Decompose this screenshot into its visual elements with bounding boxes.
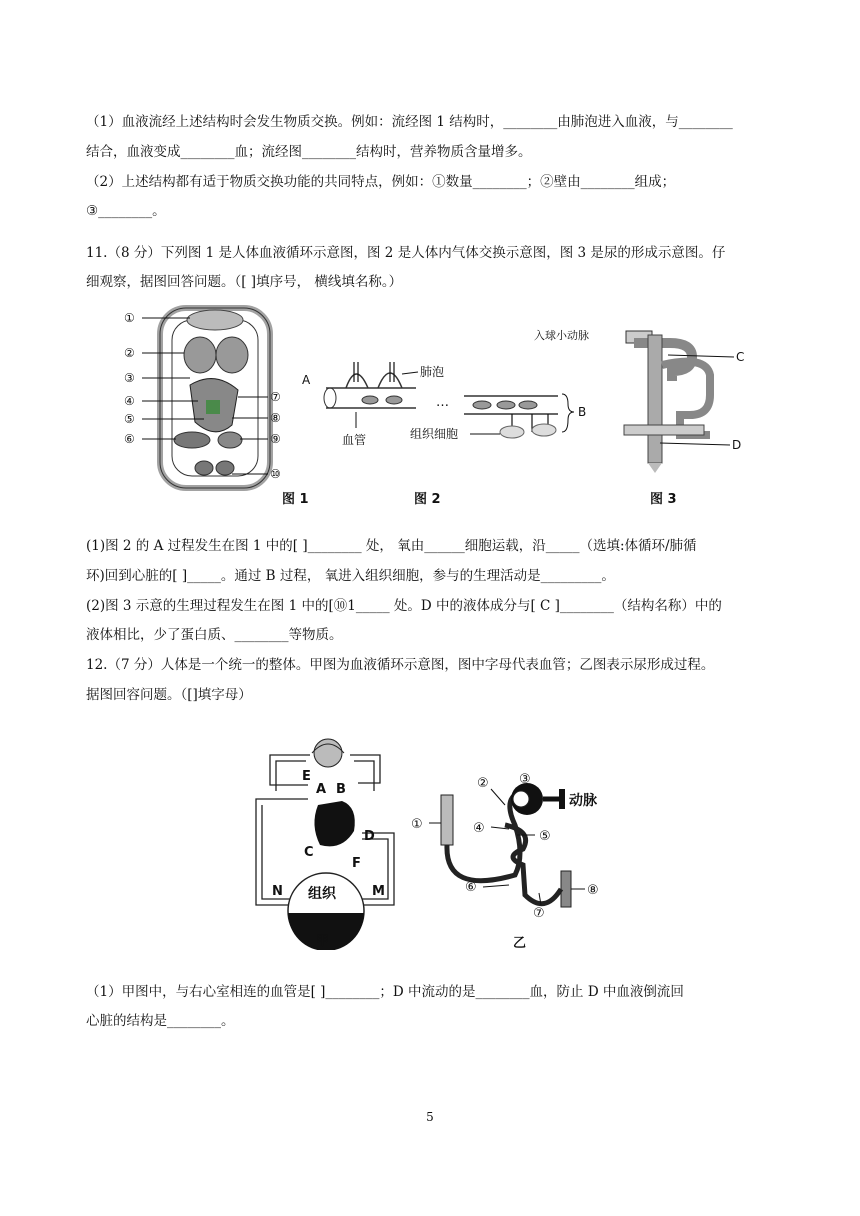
jia-letter-f: F — [352, 856, 361, 871]
fig2-vessel: 血管 — [342, 433, 367, 447]
yi-num-4: ④ — [473, 821, 485, 836]
jia-letter-d: D — [364, 829, 375, 844]
jia-letter-e: E — [302, 769, 311, 784]
q12-stem-line1: 12.（7 分）人体是一个统一的整体。甲图为血液循环示意图，图中字母代表血管；乙图表示尿形成过程。 — [86, 657, 715, 673]
fig1-label-7: ⑦ — [270, 390, 281, 404]
figure-jia-circulation — [250, 735, 400, 950]
fig3-label-d: D — [732, 438, 742, 452]
jia-tissue: 组织 — [308, 886, 336, 902]
q11-sub1-line1: (1)图 2 的 A 过程发生在图 1 中的[ ]________ 处， 氧由______细胞运载，沿_____（选填:体循环/肺循 — [86, 538, 697, 554]
q10-sub1-line2: 结合，血液变成________血；流经图________结构时，营养物质含量增多。 — [86, 144, 532, 160]
fig1-label-3: ③ — [124, 371, 135, 385]
yi-num-3: ③ — [519, 772, 531, 787]
fig2-tissue-cell: 组织细胞 — [410, 427, 459, 441]
fig1-label-5: ⑤ — [124, 412, 135, 426]
fig1-label-6: ⑥ — [124, 432, 135, 446]
jia-letter-a: A — [316, 782, 327, 797]
jia-letter-b: B — [336, 782, 346, 797]
fig1-caption: 图 1 — [282, 492, 309, 507]
jia-letter-n: N — [272, 884, 283, 899]
q11-stem-line1: 11.（8 分）下列图 1 是人体血液循环示意图，图 2 是人体内气体交换示意图，图 3 是尿的形成示意图。仔 — [86, 245, 726, 261]
jia-caption: 甲 — [316, 934, 330, 949]
fig2-label-a: A — [302, 373, 311, 387]
q11-sub2-line1: (2)图 3 示意的生理过程发生在图 1 中的[⑩1_____ 处。D 中的液体成分与[ C ]________（结构名称）中的 — [86, 598, 722, 614]
yi-artery: 动脉 — [569, 793, 597, 809]
fig2-ellipsis: … — [436, 395, 449, 410]
fig2-alveolus: 肺泡 — [420, 365, 445, 379]
fig1-label-10: ⑩ — [270, 467, 281, 481]
fig1-label-1: ① — [124, 311, 135, 325]
fig1-label-2: ② — [124, 346, 135, 360]
fig2-label-b: B — [578, 405, 587, 419]
q10-sub2-line1: （2）上述结构都有适于物质交换功能的共同特点，例如：①数量________；②壁由________组成； — [86, 174, 676, 190]
jia-letter-m: M — [372, 884, 385, 899]
q10-sub1-line1: （1）血液流经上述结构时会发生物质交换。例如：流经图 1 结构时，________由肺泡进入血液，与________ — [86, 114, 733, 130]
q11-sub2-line2: 液体相比，少了蛋白质、________等物质。 — [86, 627, 343, 643]
q11-stem-line2: 细观察，据图回答问题。（[ ]填序号， 横线填名称。） — [86, 274, 403, 290]
yi-caption: 乙 — [513, 936, 527, 951]
fig1-label-9: ⑨ — [270, 432, 281, 446]
fig1-label-4: ④ — [124, 394, 135, 408]
jia-letter-c: C — [304, 845, 314, 860]
yi-num-1: ① — [411, 817, 423, 832]
page-number: 5 — [426, 1110, 434, 1124]
fig3-caption: 图 3 — [650, 492, 677, 507]
q10-sub2-line2: ③________。 — [86, 203, 166, 219]
q12-sub1-line2: 心脏的结构是________。 — [86, 1013, 235, 1029]
figure-1-circulation — [120, 300, 320, 515]
fig3-arteriole: 入球小动脉 — [534, 329, 589, 342]
fig2-caption: 图 2 — [414, 492, 441, 507]
yi-num-7: ⑦ — [533, 906, 545, 921]
q11-sub1-line2: 环)回到心脏的[ ]_____。通过 B 过程， 氧进入组织细胞，参与的生理活动是_________。 — [86, 568, 615, 584]
yi-num-2: ② — [477, 776, 489, 791]
yi-num-6: ⑥ — [465, 880, 477, 895]
yi-num-8: ⑧ — [587, 883, 599, 898]
fig3-label-c: C — [736, 350, 745, 364]
fig1-label-8: ⑧ — [270, 411, 281, 425]
figure-yi-urine — [405, 765, 615, 955]
figure-3-urine-formation — [530, 325, 760, 515]
yi-num-5: ⑤ — [539, 829, 551, 844]
q12-sub1-line1: （1）甲图中，与右心室相连的血管是[ ]________；D 中流动的是________血，防止 D 中血液倒流回 — [86, 984, 684, 1000]
q12-stem-line2: 据图回容问题。（[]填字母） — [86, 687, 252, 703]
